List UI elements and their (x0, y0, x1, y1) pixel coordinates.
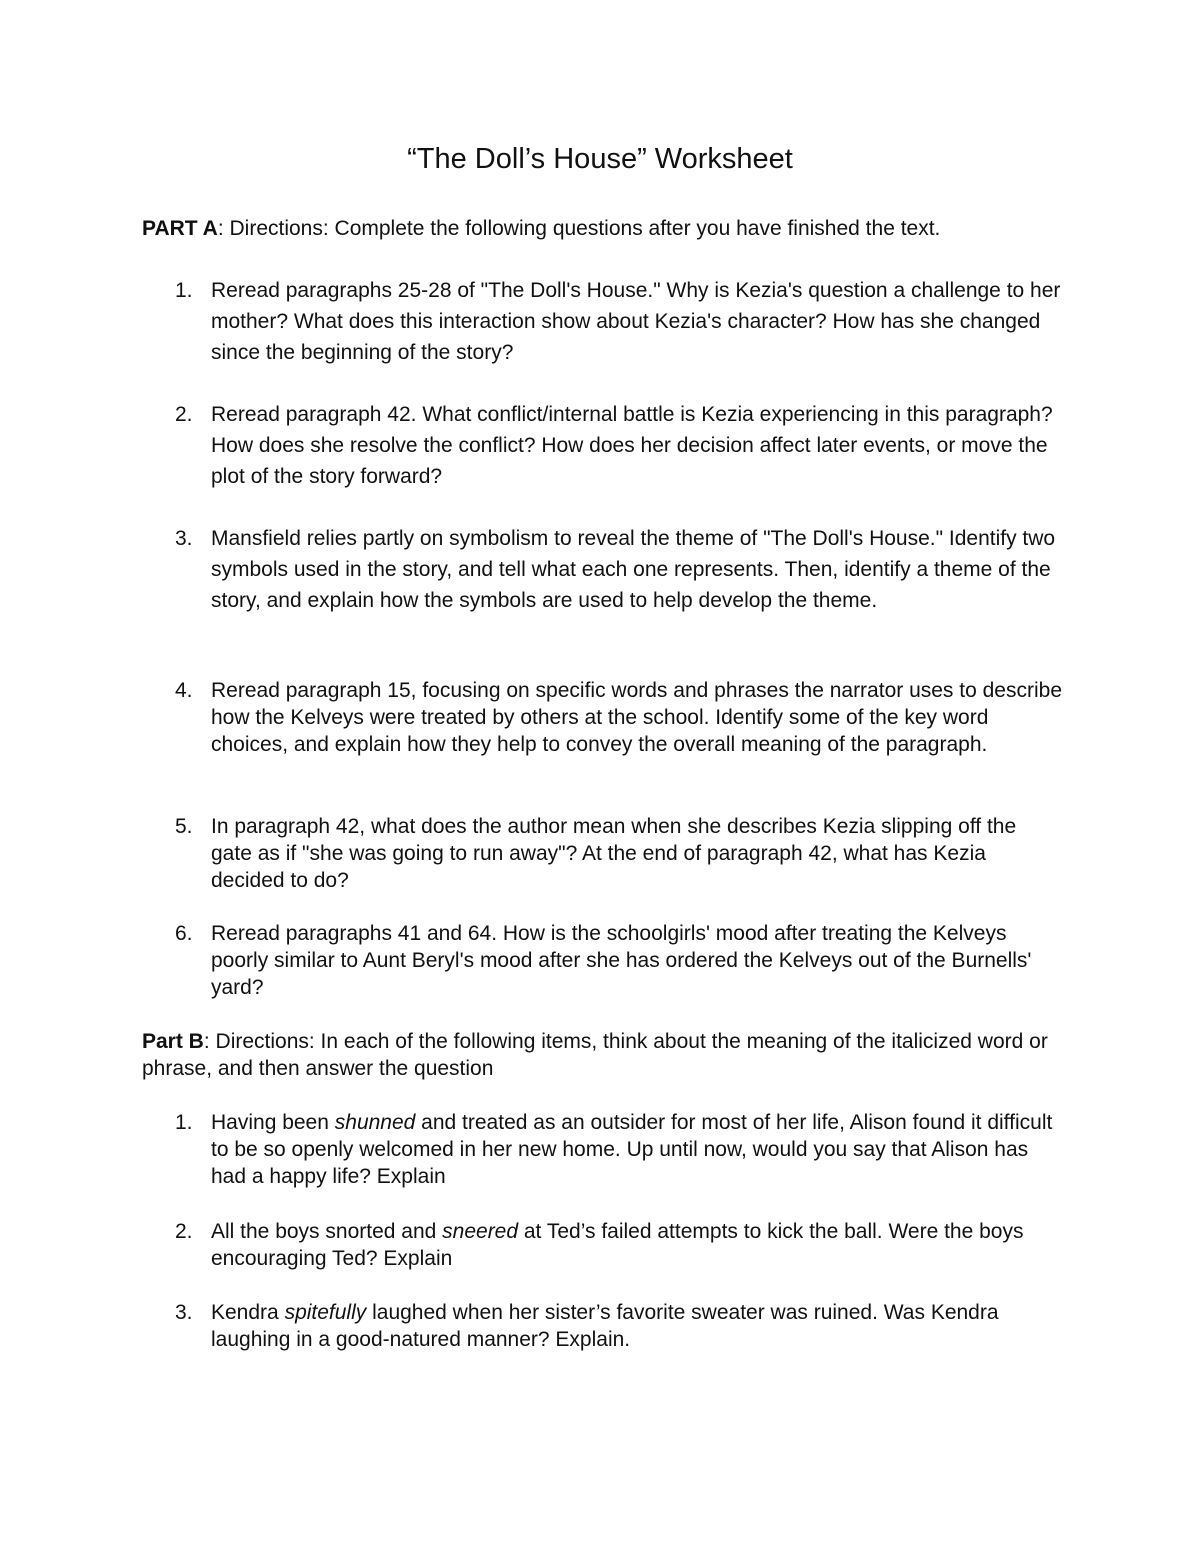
part-a-question-3 (142, 523, 1062, 616)
part-a-question-6 (142, 920, 1062, 1001)
part-a-question-4 (142, 677, 1062, 758)
part-a-question-5 (142, 813, 1062, 894)
part-a-question-2 (142, 399, 1062, 492)
question-text: In paragraph 42, what does the author mean when she describes Kezia slipping off the gate as if "she was going to run away"? At the end of paragraph 42, what has Kezia decided to do? (211, 815, 1017, 892)
question-text (211, 1109, 1062, 1190)
question-text: Reread paragraph 15, focusing on specific words and phrases the narrator uses to describe how the Kelveys were treated by others at the school. Identify some of the key word choices, and explain how they help to convey the overall meaning of the paragraph. (211, 679, 1062, 756)
question-number: 3. (175, 527, 193, 550)
question-number: 1. (175, 1111, 193, 1134)
italicized-word: shunned (334, 1111, 416, 1134)
part-b-label: Part B (142, 1030, 204, 1053)
question-number: 1. (175, 279, 193, 302)
part-a-question-1 (142, 275, 1062, 368)
question-text: Reread paragraphs 41 and 64. How is the schoolgirls' mood after treating the Kelveys poorly similar to Aunt Beryl's mood after she has ordered the Kelveys out of the Burnells' yard? (211, 922, 1032, 999)
part-a-directions (142, 215, 1062, 242)
question-text (211, 1299, 1062, 1353)
italicized-word: sneered (442, 1220, 519, 1243)
part-a-label: PART A (142, 217, 218, 240)
page-title: “The Doll’s House” Worksheet (407, 143, 793, 175)
part-b-question-1 (142, 1109, 1062, 1190)
question-number: 5. (175, 815, 193, 838)
question-text: Reread paragraphs 25-28 of "The Doll's House." Why is Kezia's question a challenge to her mother? What does this interaction show about Kezia's character? How has she changed since the beginning of the story? (211, 279, 1061, 364)
question-text-after: at Ted’s failed attempts to kick the ball. Were the boys encouraging Ted? Explain (211, 1220, 1024, 1270)
question-text: Mansfield relies partly on symbolism to reveal the theme of "The Doll's House." Identify two symbols used in the story, and tell what each one represents. Then, identify a theme of the story, and explain how the symbols are used to help develop the theme. (211, 527, 1056, 612)
question-text-before: All the boys snorted and (211, 1220, 443, 1243)
part-b-question-3 (142, 1299, 1062, 1353)
question-text-after: laughed when her sister’s favorite sweater was ruined. Was Kendra laughing in a good-natured manner? Explain. (211, 1301, 999, 1351)
question-text (211, 1218, 1062, 1272)
question-number: 2. (175, 403, 193, 426)
question-text-before: Having been (211, 1111, 335, 1134)
part-b-directions (142, 1028, 1062, 1082)
question-number: 6. (175, 922, 193, 945)
part-b-question-2 (142, 1218, 1062, 1272)
italicized-word: spitefully (284, 1301, 367, 1324)
question-number: 3. (175, 1301, 193, 1324)
question-text-before: Kendra (211, 1301, 285, 1324)
part-b-directions-text: : Directions: In each of the following items, think about the meaning of the italicized word or phrase, and then answer the question (142, 1030, 1048, 1080)
question-text-after: and treated as an outsider for most of her life, Alison found it difficult to be so openly welcomed in her new home. Up until now, would you say that Alison has had a happy life? Explain (211, 1111, 1053, 1188)
question-text: Reread paragraph 42. What conflict/internal battle is Kezia experiencing in this paragraph? How does she resolve the conflict? How does her decision affect later events, or move the plot of the story forward? (211, 403, 1053, 488)
part-a-directions-text: : Directions: Complete the following questions after you have finished the text. (217, 217, 941, 240)
question-number: 4. (175, 679, 193, 702)
question-number: 2. (175, 1220, 193, 1243)
